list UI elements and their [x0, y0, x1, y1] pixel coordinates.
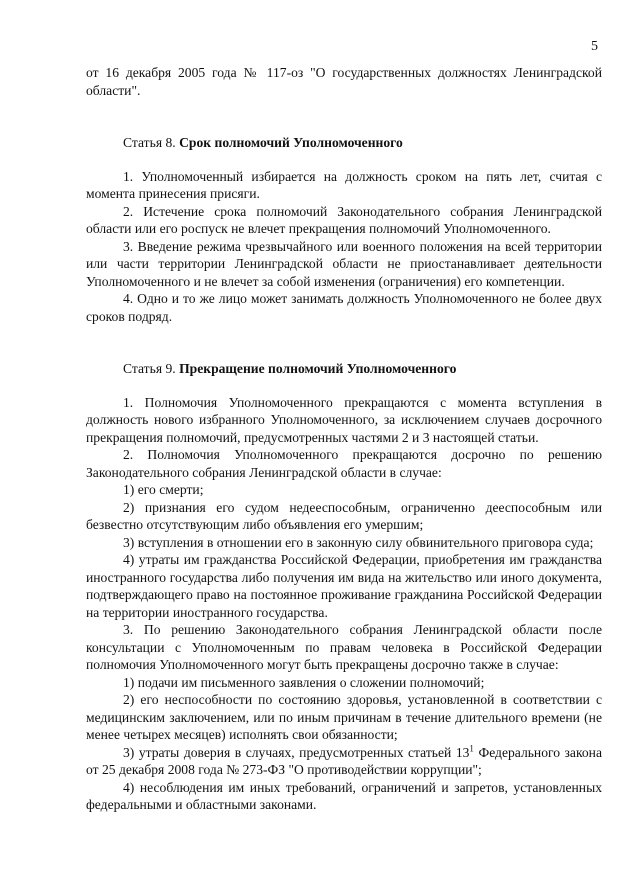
article-9-part-3-item-2: 2) его неспособности по состоянию здоровья, установленной в соответствии с медицинским заключением, или по иным причинам в течение длительного времени (не менее четырех месяцев) исполнять свои обязанности; [86, 692, 602, 742]
article-superscript: 1 [469, 742, 474, 753]
article-9-heading [86, 360, 602, 378]
article-9-part-3-item-4: 4) несоблюдения им иных требований, ограничений и запретов, установленных федеральными и областными законами. [86, 779, 602, 812]
article-9-part-3: 3. По решению Законодательного собрания Ленинградской области после консультации с Уполномоченным по правам человека в Российской Федерации полномочия Уполномоченного могут быть прекращены досрочно также в случае: [86, 622, 602, 672]
page-number: 5 [591, 39, 598, 54]
article-9-part-2-item-4: 4) утраты им гражданства Российской Федерации, приобретения им гражданства иностранного государства либо получения им вида на жительство или иного документа, подтверждающего право на постоянное проживание гражданина Российской Федерации на территории иностранного государства. [86, 552, 602, 620]
item-3-text-end: Федерального закона от 25 декабря 2008 года № 273-ФЗ "О противодействии коррупции"; [86, 744, 602, 777]
article-8-title: Срок полномочий Уполномоченного [179, 135, 403, 150]
article-9-part-2-item-3: 3) вступления в отношении его в законную силу обвинительного приговора суда; [123, 534, 594, 550]
document-body [86, 0, 602, 814]
article-9-part-3-item-3 [86, 744, 602, 779]
item-3-text-start: 3) утраты доверия в случаях, предусмотренных статьей 13 [123, 744, 470, 760]
article-8-part-4: 4. Одно и то же лицо может занимать должность Уполномоченного не более двух сроков подряд. [86, 291, 602, 324]
article-8-part-3: 3. Введение режима чрезвычайного или военного положения на всей территории или части территории Ленинградской области не приостанавливает деятельности Уполномоченного и не влечет за собой изменения (ограничения) его компетенции. [86, 238, 602, 289]
article-8-heading [86, 134, 602, 152]
article-9-part-2-item-1: 1) его смерти; [123, 482, 204, 497]
article-9-part-1: 1. Полномочия Уполномоченного прекращаются с момента вступления в должность нового избранного Уполномоченного, за исключением случаев досрочного прекращения полномочий, предусмотренных частями 2 и 3 настоящей статьи. [86, 394, 602, 445]
article-9-part-2: 2. Полномочия Уполномоченного прекращаются досрочно по решению Законодательного собрания Ленинградской области в случае: [86, 447, 602, 480]
article-8-part-2: 2. Истечение срока полномочий Законодательного собрания Ленинградской области или его роспуск не влечет прекращения полномочий Уполномоченного. [86, 203, 602, 236]
article-9-title: Прекращение полномочий Уполномоченного [179, 361, 457, 376]
article-8-part-1: 1. Уполномоченный избирается на должность сроком на пять лет, считая с момента принесения присяги. [86, 168, 602, 201]
intro-paragraph: от 16 декабря 2005 года № 117-оз "О государственных должностях Ленинградской области". [86, 65, 602, 98]
article-9-part-2-item-2: 2) признания его судом недееспособным, ограниченно дееспособным или безвестно отсутствующим либо объявления его умершим; [86, 499, 602, 532]
article-9-label: Статья 9. [123, 361, 176, 376]
article-8-label: Статья 8. [123, 135, 176, 150]
article-9-part-3-item-1: 1) подачи им письменного заявления о сложении полномочий; [123, 674, 485, 690]
